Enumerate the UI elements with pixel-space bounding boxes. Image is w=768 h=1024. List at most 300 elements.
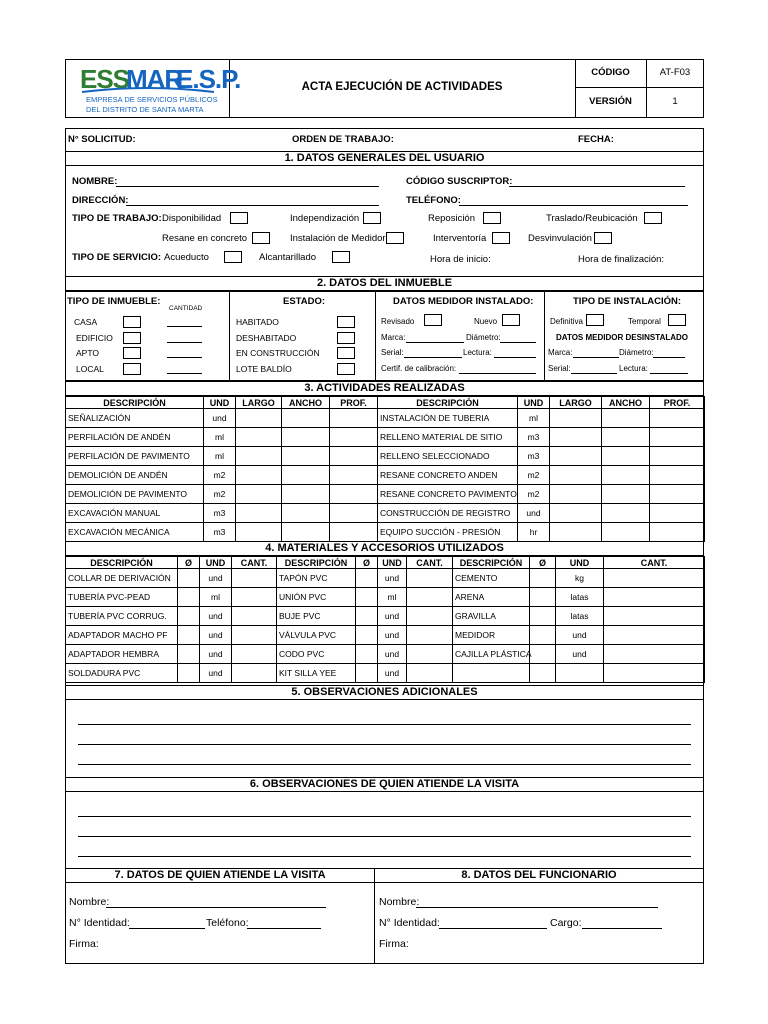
cantidad-local[interactable]	[167, 373, 202, 374]
activity-description: PERFILACIÓN DE PAVIMENTO	[66, 447, 204, 466]
table-row	[66, 569, 705, 588]
certif-label: Certif. de calibración:	[381, 364, 457, 373]
activity-measure-cell[interactable]	[236, 428, 282, 447]
column-header: Ø	[178, 557, 200, 569]
serial-label: Serial:	[381, 348, 404, 357]
observaciones-visita-line-3[interactable]	[78, 856, 691, 857]
activity-measure-cell[interactable]	[650, 504, 705, 523]
table-row	[66, 485, 705, 504]
cantidad-label: CANTIDAD	[169, 305, 203, 312]
estado-label: ESTADO:	[283, 296, 326, 307]
activity-measure-cell[interactable]	[602, 466, 650, 485]
checkbox-definitiva[interactable]	[586, 314, 604, 326]
tipo-inmueble-label: TIPO DE INMUEBLE:	[67, 296, 161, 307]
activity-measure-cell[interactable]	[282, 523, 330, 542]
material-unit: und	[556, 645, 604, 664]
svg-text:ESS: ESS	[80, 64, 130, 94]
telefono-field[interactable]	[459, 205, 688, 206]
table-row	[66, 409, 705, 428]
s7-telefono-label: Teléfono:	[206, 917, 249, 929]
s8-identidad-label: N° Identidad:	[379, 917, 440, 929]
activity-unit: und	[204, 409, 236, 428]
checkbox-nuevo[interactable]	[502, 314, 520, 326]
activity-unit: hr	[518, 523, 550, 542]
activity-measure-cell[interactable]	[330, 428, 378, 447]
activity-measure-cell[interactable]	[236, 409, 282, 428]
activity-measure-cell[interactable]	[602, 504, 650, 523]
divider	[375, 291, 376, 381]
table-row	[66, 428, 705, 447]
activity-measure-cell[interactable]	[650, 447, 705, 466]
solicitud-label: N° SOLICITUD:	[68, 134, 136, 145]
material-diameter-cell[interactable]	[178, 569, 200, 588]
estado-habitado: HABITADO	[236, 317, 279, 327]
lectura-label: Lectura:	[463, 348, 492, 357]
material-diameter-cell[interactable]	[356, 645, 378, 664]
serial2-label: Serial:	[548, 364, 571, 373]
estado-deshabitado: DESHABITADO	[236, 333, 297, 343]
column-header: LARGO	[236, 397, 282, 409]
material-quantity-cell[interactable]	[604, 588, 705, 607]
logo-line2: DEL DISTRITO DE SANTA MARTA	[86, 105, 204, 114]
material-diameter-cell[interactable]	[178, 607, 200, 626]
material-unit: und	[378, 626, 407, 645]
material-quantity-cell[interactable]	[407, 569, 453, 588]
material-unit: ml	[200, 588, 232, 607]
column-header: PROF.	[330, 397, 378, 409]
material-diameter-cell[interactable]	[530, 645, 556, 664]
activity-description: PERFILACIÓN DE ANDÉN	[66, 428, 204, 447]
activity-measure-cell[interactable]	[282, 466, 330, 485]
lectura2-label: Lectura:	[619, 364, 648, 373]
checkbox-resane[interactable]	[252, 232, 270, 244]
material-quantity-cell[interactable]	[407, 626, 453, 645]
column-header: ANCHO	[602, 397, 650, 409]
codigo-value: AT-F03	[659, 67, 691, 78]
document-title: ACTA EJECUCIÓN DE ACTIVIDADES	[301, 81, 503, 93]
s7-identidad-label: N° Identidad:	[69, 917, 130, 929]
opt-instalacion-medidor: Instalación de Medidor	[290, 233, 386, 244]
material-quantity-cell[interactable]	[232, 569, 277, 588]
column-header: UND	[518, 397, 550, 409]
table-row	[66, 447, 705, 466]
activity-measure-cell[interactable]	[236, 523, 282, 542]
column-header: LARGO	[550, 397, 602, 409]
column-header: Ø	[530, 557, 556, 569]
activity-unit: m2	[518, 466, 550, 485]
activity-measure-cell[interactable]	[550, 428, 602, 447]
inmueble-local: LOCAL	[76, 364, 104, 374]
table-row	[66, 504, 705, 523]
material-description: SOLDADURA PVC	[66, 664, 178, 683]
material-description: BUJE PVC	[277, 607, 356, 626]
observaciones-line-1[interactable]	[78, 724, 691, 725]
marca2-label: Marca:	[548, 348, 573, 357]
material-diameter-cell[interactable]	[356, 569, 378, 588]
table-row	[66, 645, 705, 664]
activity-measure-cell[interactable]	[602, 447, 650, 466]
s7-nombre-label: Nombre:	[69, 896, 110, 908]
observaciones-visita-line-2[interactable]	[78, 836, 691, 837]
activity-measure-cell[interactable]	[650, 466, 705, 485]
tipo-instalacion-label: TIPO DE INSTALACIÓN:	[573, 296, 682, 307]
material-description: ADAPTADOR MACHO PF	[66, 626, 178, 645]
hora-inicio-label: Hora de inicio:	[430, 254, 491, 265]
material-diameter-cell[interactable]	[178, 588, 200, 607]
activity-measure-cell[interactable]	[602, 523, 650, 542]
temporal-label: Temporal	[628, 317, 661, 326]
material-diameter-cell[interactable]	[530, 626, 556, 645]
hora-fin-label: Hora de finalización:	[578, 254, 665, 265]
inmueble-casa: CASA	[74, 317, 98, 327]
material-quantity-cell[interactable]	[232, 645, 277, 664]
estado-lote: LOTE BALDÍO	[236, 364, 292, 374]
company-logo	[78, 62, 241, 116]
column-header: UND	[200, 557, 232, 569]
s8-identidad-field[interactable]	[439, 928, 547, 929]
svg-text:E.S.P.: E.S.P.	[176, 64, 241, 94]
checkbox-revisado[interactable]	[424, 314, 442, 326]
material-unit: und	[378, 569, 407, 588]
checkbox-traslado[interactable]	[644, 212, 662, 224]
s8-cargo-field[interactable]	[582, 928, 662, 929]
material-description: GRAVILLA	[453, 607, 530, 626]
logo-line1: EMPRESA DE SERVICIOS PÚBLICOS	[86, 95, 218, 104]
material-diameter-cell[interactable]	[356, 607, 378, 626]
material-unit: und	[378, 607, 407, 626]
material-description: VÁLVULA PVC	[277, 626, 356, 645]
header-divider	[575, 87, 704, 88]
material-diameter-cell[interactable]	[356, 664, 378, 683]
table-row	[66, 588, 705, 607]
s7-telefono-field[interactable]	[247, 928, 321, 929]
codigo-suscriptor-label: CÓDIGO SUSCRIPTOR:	[406, 176, 513, 187]
column-header: Ø	[356, 557, 378, 569]
activity-measure-cell[interactable]	[282, 428, 330, 447]
activity-measure-cell[interactable]	[330, 485, 378, 504]
material-diameter-cell[interactable]	[178, 645, 200, 664]
material-diameter-cell[interactable]	[530, 569, 556, 588]
material-quantity-cell[interactable]	[604, 664, 705, 683]
material-quantity-cell[interactable]	[232, 607, 277, 626]
telefono-label: TELÉFONO:	[406, 195, 461, 206]
direccion-label: DIRECCIÓN:	[72, 195, 129, 206]
opt-interventoria: Interventoría	[433, 233, 487, 244]
certif-field[interactable]	[459, 373, 536, 374]
section5-title: 5. OBSERVACIONES ADICIONALES	[65, 685, 704, 700]
checkbox-local[interactable]	[123, 363, 141, 375]
activity-unit: m2	[204, 466, 236, 485]
section7-title: 7. DATOS DE QUIEN ATIENDE LA VISITA	[65, 868, 375, 883]
activity-description: INSTALACIÓN DE TUBERIA	[378, 409, 518, 428]
activity-unit: und	[518, 504, 550, 523]
observaciones-visita-line-1[interactable]	[78, 816, 691, 817]
column-header: CANT.	[232, 557, 277, 569]
activity-measure-cell[interactable]	[602, 485, 650, 504]
material-quantity-cell[interactable]	[407, 664, 453, 683]
checkbox-independizacion[interactable]	[363, 212, 381, 224]
materiales-table	[65, 556, 705, 683]
column-header: CANT.	[604, 557, 705, 569]
material-unit: und	[378, 664, 407, 683]
checkbox-reposicion[interactable]	[483, 212, 501, 224]
activity-measure-cell[interactable]	[236, 504, 282, 523]
diametro2-field[interactable]	[653, 357, 685, 358]
codigo-suscriptor-field[interactable]	[509, 186, 685, 187]
material-unit: und	[378, 645, 407, 664]
diametro-field[interactable]	[500, 342, 536, 343]
fecha-label: FECHA:	[578, 134, 614, 145]
checkbox-casa[interactable]	[123, 316, 141, 328]
codigo-label: CÓDIGO	[591, 67, 630, 78]
observaciones-line-2[interactable]	[78, 744, 691, 745]
lectura-field[interactable]	[494, 357, 536, 358]
activity-measure-cell[interactable]	[550, 409, 602, 428]
material-diameter-cell[interactable]	[530, 607, 556, 626]
material-unit: und	[200, 664, 232, 683]
revisado-label: Revisado	[381, 317, 415, 326]
material-quantity-cell[interactable]	[232, 664, 277, 683]
direccion-field[interactable]	[126, 205, 379, 206]
section8-title: 8. DATOS DEL FUNCIONARIO	[374, 868, 704, 883]
checkbox-lote[interactable]	[337, 363, 355, 375]
nombre-label: NOMBRE:	[72, 176, 118, 187]
activity-unit: ml	[204, 428, 236, 447]
activity-measure-cell[interactable]	[282, 409, 330, 428]
activity-measure-cell[interactable]	[236, 466, 282, 485]
divider	[374, 883, 375, 964]
activity-measure-cell[interactable]	[550, 485, 602, 504]
material-description	[453, 664, 530, 683]
material-quantity-cell[interactable]	[604, 607, 705, 626]
marca-field[interactable]	[406, 342, 464, 343]
activity-measure-cell[interactable]	[330, 447, 378, 466]
opt-reposicion: Reposición	[428, 213, 475, 224]
column-header: CANT.	[407, 557, 453, 569]
activity-measure-cell[interactable]	[650, 409, 705, 428]
material-quantity-cell[interactable]	[232, 588, 277, 607]
opt-alcantarillado: Alcantarillado	[259, 252, 317, 263]
table-header-row	[66, 397, 705, 409]
cantidad-apto[interactable]	[167, 357, 202, 358]
material-quantity-cell[interactable]	[232, 626, 277, 645]
checkbox-disponibilidad[interactable]	[230, 212, 248, 224]
activity-description: EXCAVACIÓN MANUAL	[66, 504, 204, 523]
activity-measure-cell[interactable]	[602, 428, 650, 447]
activity-unit: m3	[518, 428, 550, 447]
marca-label: Marca:	[381, 333, 406, 342]
checkbox-alcantarillado[interactable]	[332, 251, 350, 263]
diametro-label: Diámetro:	[466, 333, 501, 342]
activity-description: EXCAVACIÓN MECÁNICA	[66, 523, 204, 542]
table-header-row	[66, 557, 705, 569]
serial2-field[interactable]	[571, 373, 617, 374]
material-description: ARENA	[453, 588, 530, 607]
material-diameter-cell[interactable]	[530, 588, 556, 607]
activity-measure-cell[interactable]	[330, 466, 378, 485]
opt-independizacion: Independización	[290, 213, 360, 224]
activity-measure-cell[interactable]	[602, 409, 650, 428]
orden-label: ORDEN DE TRABAJO:	[292, 134, 394, 145]
activity-description: RELLENO MATERIAL DE SITIO	[378, 428, 518, 447]
material-diameter-cell[interactable]	[178, 626, 200, 645]
section1-title: 1. DATOS GENERALES DEL USUARIO	[65, 151, 704, 166]
checkbox-construccion[interactable]	[337, 347, 355, 359]
nombre-field[interactable]	[116, 186, 379, 187]
inmueble-apto: APTO	[76, 348, 99, 358]
material-unit	[556, 664, 604, 683]
observaciones-line-3[interactable]	[78, 764, 691, 765]
divider	[229, 291, 230, 381]
checkbox-apto[interactable]	[123, 347, 141, 359]
table-row	[66, 466, 705, 485]
column-header: ANCHO	[282, 397, 330, 409]
activity-measure-cell[interactable]	[330, 523, 378, 542]
activity-measure-cell[interactable]	[650, 485, 705, 504]
activity-measure-cell[interactable]	[330, 409, 378, 428]
material-quantity-cell[interactable]	[604, 569, 705, 588]
activity-description: RESANE CONCRETO PAVIMENTO	[378, 485, 518, 504]
s7-identidad-field[interactable]	[129, 928, 205, 929]
material-diameter-cell[interactable]	[178, 664, 200, 683]
column-header: UND	[378, 557, 407, 569]
activity-measure-cell[interactable]	[282, 504, 330, 523]
material-description: CODO PVC	[277, 645, 356, 664]
column-header: DESCRIPCIÓN	[277, 557, 356, 569]
material-description: ADAPTADOR HEMBRA	[66, 645, 178, 664]
serial-field[interactable]	[404, 357, 462, 358]
material-description: COLLAR DE DERIVACIÓN	[66, 569, 178, 588]
activity-measure-cell[interactable]	[236, 485, 282, 504]
activity-unit: m3	[518, 447, 550, 466]
activity-unit: m2	[204, 485, 236, 504]
checkbox-instalacion-medidor[interactable]	[386, 232, 404, 244]
activity-unit: m3	[204, 523, 236, 542]
marca2-field[interactable]	[573, 357, 619, 358]
checkbox-deshabitado[interactable]	[337, 332, 355, 344]
material-quantity-cell[interactable]	[407, 645, 453, 664]
cantidad-casa[interactable]	[167, 326, 202, 327]
activity-description: CONSTRUCCIÓN DE REGISTRO	[378, 504, 518, 523]
activity-description: SEÑALIZACIÓN	[66, 409, 204, 428]
lectura2-field[interactable]	[650, 373, 688, 374]
table-row	[66, 626, 705, 645]
material-description: KIT SILLA YEE	[277, 664, 356, 683]
column-header: UND	[204, 397, 236, 409]
cantidad-edificio[interactable]	[167, 342, 202, 343]
estado-construccion: EN CONSTRUCCIÓN	[236, 348, 320, 358]
s8-firma-label: Firma:	[379, 938, 409, 950]
material-unit: und	[556, 626, 604, 645]
material-description: TAPÓN PVC	[277, 569, 356, 588]
activity-measure-cell[interactable]	[550, 523, 602, 542]
opt-traslado: Traslado/Reubicación	[546, 213, 638, 224]
opt-acueducto: Acueducto	[164, 252, 209, 263]
material-quantity-cell[interactable]	[407, 588, 453, 607]
tipo-servicio-label: TIPO DE SERVICIO:	[72, 252, 162, 263]
checkbox-habitado[interactable]	[337, 316, 355, 328]
section4-title: 4. MATERIALES Y ACCESORIOS UTILIZADOS	[65, 541, 704, 556]
actividades-table	[65, 396, 705, 542]
material-description: CAJILLA PLÁSTICA	[453, 645, 530, 664]
material-description: UNIÓN PVC	[277, 588, 356, 607]
material-unit: und	[200, 645, 232, 664]
activity-measure-cell[interactable]	[236, 447, 282, 466]
column-header: DESCRIPCIÓN	[378, 397, 518, 409]
checkbox-temporal[interactable]	[668, 314, 686, 326]
opt-disponibilidad: Disponibilidad	[162, 213, 222, 224]
activity-unit: m3	[204, 504, 236, 523]
material-description: MEDIDOR	[453, 626, 530, 645]
definitiva-label: Definitiva	[550, 317, 583, 326]
material-unit: und	[200, 607, 232, 626]
material-diameter-cell[interactable]	[356, 626, 378, 645]
column-header: DESCRIPCIÓN	[66, 557, 178, 569]
section2-title: 2. DATOS DEL INMUEBLE	[65, 276, 704, 291]
material-diameter-cell[interactable]	[530, 664, 556, 683]
s8-nombre-field[interactable]	[416, 907, 658, 908]
column-header: UND	[556, 557, 604, 569]
opt-desvinvulacion: Desvinvulación	[528, 233, 592, 244]
s7-nombre-field[interactable]	[106, 907, 326, 908]
opt-resane: Resane en concreto	[162, 233, 248, 244]
table-row	[66, 664, 705, 683]
s7-firma-label: Firma:	[69, 938, 99, 950]
diametro2-label: Diámetro:	[619, 348, 654, 357]
checkbox-acueducto[interactable]	[224, 251, 242, 263]
checkbox-edificio[interactable]	[123, 332, 141, 344]
material-quantity-cell[interactable]	[604, 645, 705, 664]
section6-title: 6. OBSERVACIONES DE QUIEN ATIENDE LA VISITA	[65, 777, 704, 792]
activity-measure-cell[interactable]	[282, 485, 330, 504]
s8-cargo-label: Cargo:	[550, 917, 582, 929]
version-value: 1	[672, 96, 678, 107]
material-quantity-cell[interactable]	[604, 626, 705, 645]
nuevo-label: Nuevo	[474, 317, 498, 326]
material-quantity-cell[interactable]	[407, 607, 453, 626]
medidor-instalado-label: DATOS MEDIDOR INSTALADO:	[393, 296, 534, 307]
activity-measure-cell[interactable]	[330, 504, 378, 523]
activity-description: DEMOLICIÓN DE ANDÉN	[66, 466, 204, 485]
material-unit: latas	[556, 588, 604, 607]
activity-description: RESANE CONCRETO ANDEN	[378, 466, 518, 485]
activity-measure-cell[interactable]	[282, 447, 330, 466]
tipo-trabajo-label: TIPO DE TRABAJO:	[72, 213, 162, 224]
divider	[544, 291, 545, 381]
activity-measure-cell[interactable]	[550, 466, 602, 485]
activity-description: EQUIPO SUCCIÓN - PRESIÓN	[378, 523, 518, 542]
svg-text:MAR: MAR	[126, 64, 183, 94]
medidor-desinstalado-label: DATOS MEDIDOR DESINSTALADO	[556, 333, 689, 342]
activity-measure-cell[interactable]	[550, 504, 602, 523]
material-diameter-cell[interactable]	[356, 588, 378, 607]
activity-measure-cell[interactable]	[650, 523, 705, 542]
checkbox-interventoria[interactable]	[492, 232, 510, 244]
material-description: CEMENTO	[453, 569, 530, 588]
activity-description: RELLENO SELECCIONADO	[378, 447, 518, 466]
checkbox-desvinvulacion[interactable]	[594, 232, 612, 244]
column-header: PROF.	[650, 397, 705, 409]
version-label: VERSIÓN	[589, 96, 632, 107]
activity-measure-cell[interactable]	[650, 428, 705, 447]
column-header: DESCRIPCIÓN	[453, 557, 530, 569]
material-unit: ml	[378, 588, 407, 607]
table-row	[66, 607, 705, 626]
material-unit: kg	[556, 569, 604, 588]
s8-nombre-label: Nombre:	[379, 896, 420, 908]
activity-description: DEMOLICIÓN DE PAVIMENTO	[66, 485, 204, 504]
activity-measure-cell[interactable]	[550, 447, 602, 466]
